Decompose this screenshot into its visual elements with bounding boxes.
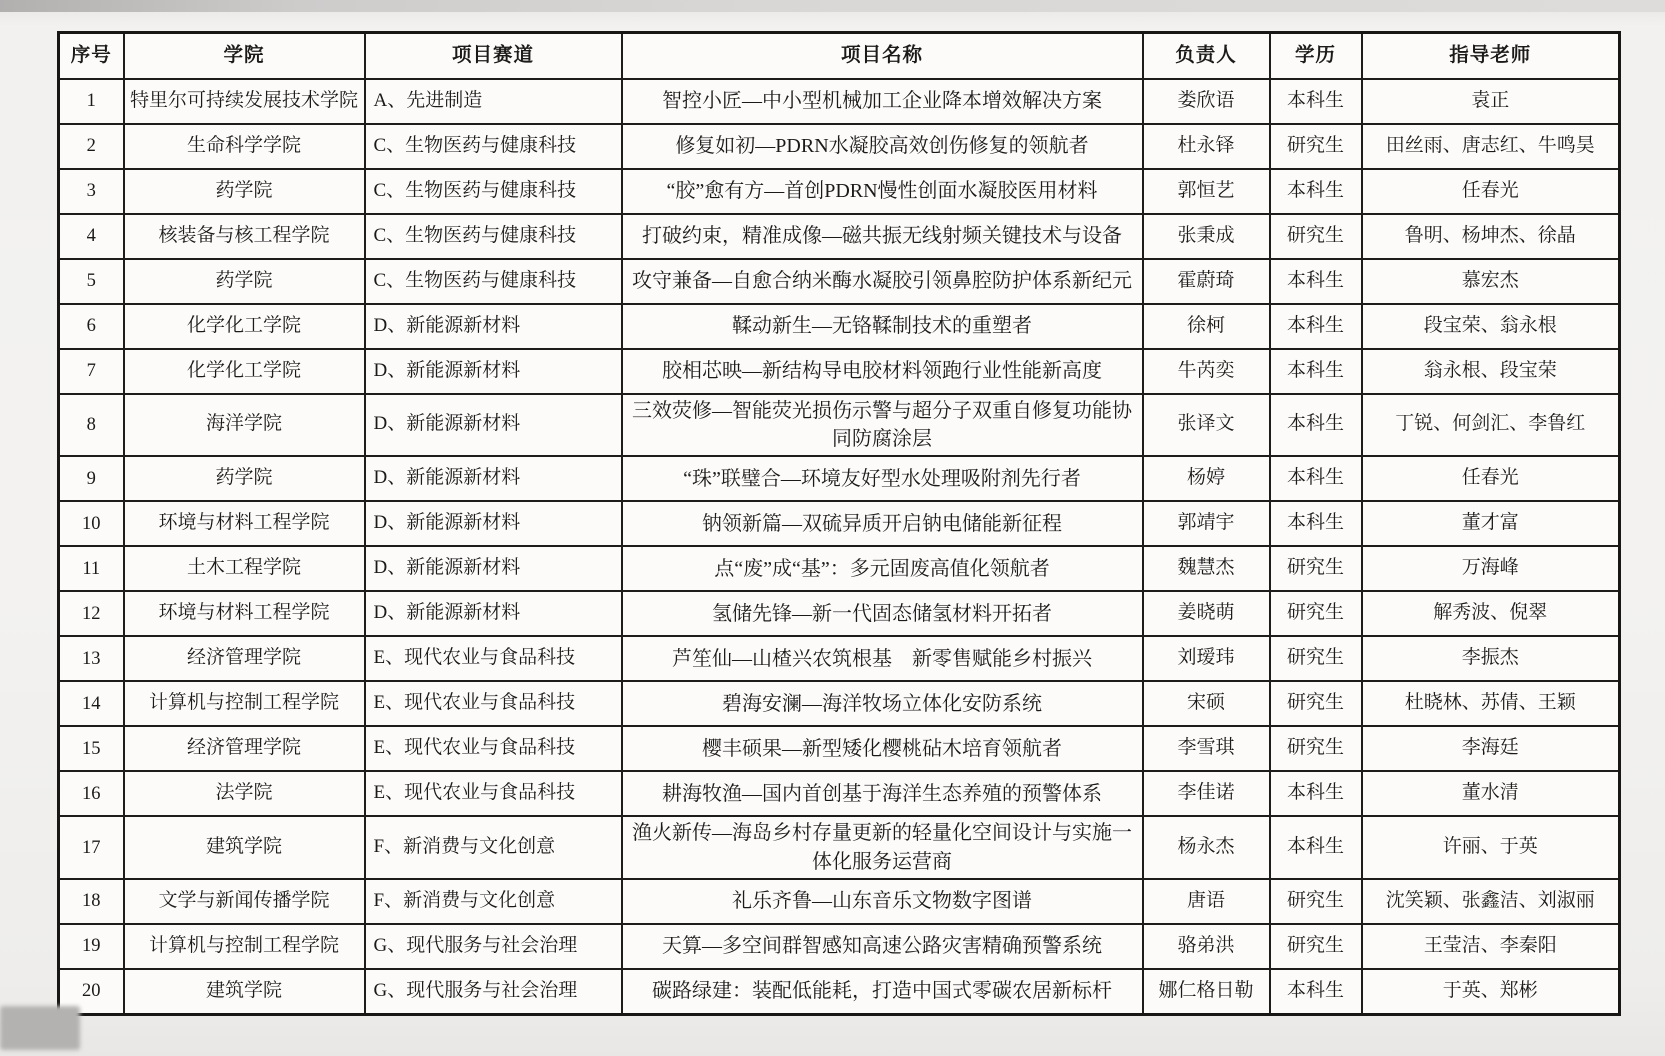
cell-college: 土木工程学院 <box>124 546 365 591</box>
cell-degree: 本科生 <box>1270 969 1362 1014</box>
cell-project-name: “珠”联璧合—环境友好型水处理吸附剂先行者 <box>622 456 1143 501</box>
cell-college: 环境与材料工程学院 <box>124 591 365 636</box>
cell-seq: 19 <box>59 924 124 969</box>
cell-project-name: 攻守兼备—自愈合纳米酶水凝胶引领鼻腔防护体系新纪元 <box>622 259 1143 304</box>
cell-track: E、现代农业与食品科技 <box>365 681 622 726</box>
table-row <box>59 969 1620 1014</box>
cell-advisors: 王莹洁、李秦阳 <box>1362 924 1620 969</box>
cell-advisors: 田丝雨、唐志红、牛鸣昊 <box>1362 124 1620 169</box>
cell-college: 药学院 <box>124 169 365 214</box>
cell-project-name: 礼乐齐鲁—山东音乐文物数字图谱 <box>622 879 1143 924</box>
cell-track: D、新能源新材料 <box>365 394 622 457</box>
cell-leader: 宋硕 <box>1143 681 1270 726</box>
cell-project-name: 智控小匠—中小型机械加工企业降本增效解决方案 <box>622 79 1143 124</box>
header-row <box>59 33 1620 79</box>
cell-project-name: 胶相芯映—新结构导电胶材料领跑行业性能新高度 <box>622 349 1143 394</box>
cell-advisors: 段宝荣、翁永根 <box>1362 304 1620 349</box>
table-row <box>59 636 1620 681</box>
cell-advisors: 任春光 <box>1362 456 1620 501</box>
cell-degree: 本科生 <box>1270 304 1362 349</box>
cell-leader: 张译文 <box>1143 394 1270 457</box>
table-row <box>59 879 1620 924</box>
cell-leader: 娜仁格日勒 <box>1143 969 1270 1014</box>
cell-advisors: 丁锐、何剑汇、李鲁红 <box>1362 394 1620 457</box>
cell-seq: 1 <box>59 79 124 124</box>
table-row <box>59 304 1620 349</box>
cell-college: 化学化工学院 <box>124 349 365 394</box>
table-row <box>59 591 1620 636</box>
table-body <box>59 79 1620 1015</box>
table-row <box>59 681 1620 726</box>
cell-degree: 本科生 <box>1270 394 1362 457</box>
cell-track: G、现代服务与社会治理 <box>365 924 622 969</box>
cell-track: D、新能源新材料 <box>365 304 622 349</box>
cell-college: 化学化工学院 <box>124 304 365 349</box>
cell-advisors: 于英、郑彬 <box>1362 969 1620 1014</box>
cell-leader: 刘瑷玮 <box>1143 636 1270 681</box>
cell-project-name: 渔火新传—海岛乡村存量更新的轻量化空间设计与实施一体化服务运营商 <box>622 816 1143 879</box>
cell-seq: 10 <box>59 501 124 546</box>
cell-leader: 李佳诺 <box>1143 771 1270 816</box>
cell-college: 文学与新闻传播学院 <box>124 879 365 924</box>
cell-seq: 13 <box>59 636 124 681</box>
table-row <box>59 394 1620 457</box>
cell-leader: 徐柯 <box>1143 304 1270 349</box>
cell-leader: 杨永杰 <box>1143 816 1270 879</box>
table-row <box>59 546 1620 591</box>
cell-advisors: 李振杰 <box>1362 636 1620 681</box>
cell-seq: 20 <box>59 969 124 1014</box>
cell-seq: 12 <box>59 591 124 636</box>
cell-degree: 本科生 <box>1270 349 1362 394</box>
cell-project-name: 修复如初—PDRN水凝胶高效创伤修复的领航者 <box>622 124 1143 169</box>
cell-project-name: 钠领新篇—双硫异质开启钠电储能新征程 <box>622 501 1143 546</box>
projects-table <box>57 31 1621 1016</box>
cell-advisors: 杜晓林、苏倩、王颖 <box>1362 681 1620 726</box>
cell-project-name: 鞣动新生—无铬鞣制技术的重塑者 <box>622 304 1143 349</box>
cell-advisors: 鲁明、杨坤杰、徐晶 <box>1362 214 1620 259</box>
cell-advisors: 解秀波、倪翠 <box>1362 591 1620 636</box>
cell-degree: 研究生 <box>1270 214 1362 259</box>
cell-advisors: 袁正 <box>1362 79 1620 124</box>
cell-degree: 研究生 <box>1270 681 1362 726</box>
cell-leader: 姜晓萌 <box>1143 591 1270 636</box>
cell-college: 法学院 <box>124 771 365 816</box>
cell-track: C、生物医药与健康科技 <box>365 214 622 259</box>
cell-seq: 14 <box>59 681 124 726</box>
cell-track: F、新消费与文化创意 <box>365 816 622 879</box>
cell-college: 海洋学院 <box>124 394 365 457</box>
cell-degree: 本科生 <box>1270 79 1362 124</box>
cell-college: 特里尔可持续发展技术学院 <box>124 79 365 124</box>
cell-seq: 4 <box>59 214 124 259</box>
cell-leader: 霍蔚琦 <box>1143 259 1270 304</box>
header-leader: 负责人 <box>1143 33 1270 79</box>
table-row <box>59 349 1620 394</box>
cell-advisors: 许丽、于英 <box>1362 816 1620 879</box>
table-row <box>59 924 1620 969</box>
table-row <box>59 816 1620 879</box>
cell-advisors: 沈笑颖、张鑫洁、刘淑丽 <box>1362 879 1620 924</box>
cell-degree: 本科生 <box>1270 501 1362 546</box>
cell-advisors: 翁永根、段宝荣 <box>1362 349 1620 394</box>
cell-degree: 研究生 <box>1270 591 1362 636</box>
cell-seq: 6 <box>59 304 124 349</box>
cell-project-name: 芦笙仙—山楂兴农筑根基 新零售赋能乡村振兴 <box>622 636 1143 681</box>
cell-track: A、先进制造 <box>365 79 622 124</box>
cell-degree: 本科生 <box>1270 169 1362 214</box>
cell-degree: 研究生 <box>1270 124 1362 169</box>
cell-leader: 杨婷 <box>1143 456 1270 501</box>
scan-artifact-top-strip <box>0 0 1665 12</box>
table-row <box>59 79 1620 124</box>
cell-project-name: 碧海安澜—海洋牧场立体化安防系统 <box>622 681 1143 726</box>
cell-degree: 本科生 <box>1270 259 1362 304</box>
table-row <box>59 456 1620 501</box>
cell-degree: 研究生 <box>1270 924 1362 969</box>
cell-project-name: 点“废”成“基”：多元固废高值化领航者 <box>622 546 1143 591</box>
cell-leader: 杜永铎 <box>1143 124 1270 169</box>
cell-degree: 研究生 <box>1270 879 1362 924</box>
cell-track: C、生物医药与健康科技 <box>365 259 622 304</box>
cell-leader: 唐语 <box>1143 879 1270 924</box>
cell-seq: 16 <box>59 771 124 816</box>
table-row <box>59 214 1620 259</box>
table-row <box>59 169 1620 214</box>
header-project: 项目名称 <box>622 33 1143 79</box>
cell-track: F、新消费与文化创意 <box>365 879 622 924</box>
table-row <box>59 501 1620 546</box>
cell-track: C、生物医药与健康科技 <box>365 124 622 169</box>
cell-project-name: 三效荧修—智能荧光损伤示警与超分子双重自修复功能协同防腐涂层 <box>622 394 1143 457</box>
cell-track: E、现代农业与食品科技 <box>365 726 622 771</box>
cell-leader: 骆弟洪 <box>1143 924 1270 969</box>
cell-project-name: 打破约束，精准成像—磁共振无线射频关键技术与设备 <box>622 214 1143 259</box>
cell-track: G、现代服务与社会治理 <box>365 969 622 1014</box>
cell-leader: 郭恒艺 <box>1143 169 1270 214</box>
cell-degree: 研究生 <box>1270 546 1362 591</box>
cell-seq: 17 <box>59 816 124 879</box>
cell-leader: 郭靖宇 <box>1143 501 1270 546</box>
cell-degree: 研究生 <box>1270 726 1362 771</box>
header-advisors: 指导老师 <box>1362 33 1620 79</box>
cell-project-name: 氢储先锋—新一代固态储氢材料开拓者 <box>622 591 1143 636</box>
cell-track: D、新能源新材料 <box>365 349 622 394</box>
header-college: 学院 <box>124 33 365 79</box>
cell-seq: 3 <box>59 169 124 214</box>
cell-college: 建筑学院 <box>124 816 365 879</box>
cell-advisors: 万海峰 <box>1362 546 1620 591</box>
cell-project-name: 碳路绿建：装配低能耗，打造中国式零碳农居新标杆 <box>622 969 1143 1014</box>
table-row <box>59 259 1620 304</box>
cell-seq: 8 <box>59 394 124 457</box>
cell-project-name: “胶”愈有方—首创PDRN慢性创面水凝胶医用材料 <box>622 169 1143 214</box>
cell-college: 核装备与核工程学院 <box>124 214 365 259</box>
table-row <box>59 771 1620 816</box>
cell-seq: 9 <box>59 456 124 501</box>
cell-college: 计算机与控制工程学院 <box>124 924 365 969</box>
header-track: 项目赛道 <box>365 33 622 79</box>
table-row <box>59 124 1620 169</box>
cell-advisors: 李海廷 <box>1362 726 1620 771</box>
cell-degree: 本科生 <box>1270 816 1362 879</box>
table-row <box>59 726 1620 771</box>
cell-seq: 2 <box>59 124 124 169</box>
cell-track: E、现代农业与食品科技 <box>365 771 622 816</box>
cell-seq: 7 <box>59 349 124 394</box>
cell-track: D、新能源新材料 <box>365 501 622 546</box>
cell-college: 计算机与控制工程学院 <box>124 681 365 726</box>
cell-degree: 研究生 <box>1270 636 1362 681</box>
header-seq: 序号 <box>59 33 124 79</box>
cell-seq: 15 <box>59 726 124 771</box>
cell-college: 经济管理学院 <box>124 636 365 681</box>
cell-track: D、新能源新材料 <box>365 456 622 501</box>
cell-leader: 魏慧杰 <box>1143 546 1270 591</box>
cell-track: E、现代农业与食品科技 <box>365 636 622 681</box>
cell-college: 生命科学学院 <box>124 124 365 169</box>
header-degree: 学历 <box>1270 33 1362 79</box>
cell-seq: 18 <box>59 879 124 924</box>
cell-leader: 娄欣语 <box>1143 79 1270 124</box>
cell-college: 药学院 <box>124 259 365 304</box>
cell-advisors: 慕宏杰 <box>1362 259 1620 304</box>
scan-artifact-bottom-left <box>0 1006 80 1050</box>
cell-project-name: 耕海牧渔—国内首创基于海洋生态养殖的预警体系 <box>622 771 1143 816</box>
cell-college: 环境与材料工程学院 <box>124 501 365 546</box>
cell-track: C、生物医药与健康科技 <box>365 169 622 214</box>
cell-project-name: 樱丰硕果—新型矮化樱桃砧木培育领航者 <box>622 726 1143 771</box>
cell-college: 药学院 <box>124 456 365 501</box>
cell-leader: 牛芮奕 <box>1143 349 1270 394</box>
cell-degree: 本科生 <box>1270 456 1362 501</box>
cell-degree: 本科生 <box>1270 771 1362 816</box>
cell-advisors: 任春光 <box>1362 169 1620 214</box>
cell-leader: 张秉成 <box>1143 214 1270 259</box>
cell-track: D、新能源新材料 <box>365 546 622 591</box>
cell-college: 经济管理学院 <box>124 726 365 771</box>
cell-track: D、新能源新材料 <box>365 591 622 636</box>
cell-leader: 李雪琪 <box>1143 726 1270 771</box>
cell-college: 建筑学院 <box>124 969 365 1014</box>
cell-seq: 5 <box>59 259 124 304</box>
cell-seq: 11 <box>59 546 124 591</box>
cell-project-name: 天算—多空间群智感知高速公路灾害精确预警系统 <box>622 924 1143 969</box>
cell-advisors: 董水清 <box>1362 771 1620 816</box>
cell-advisors: 董才富 <box>1362 501 1620 546</box>
